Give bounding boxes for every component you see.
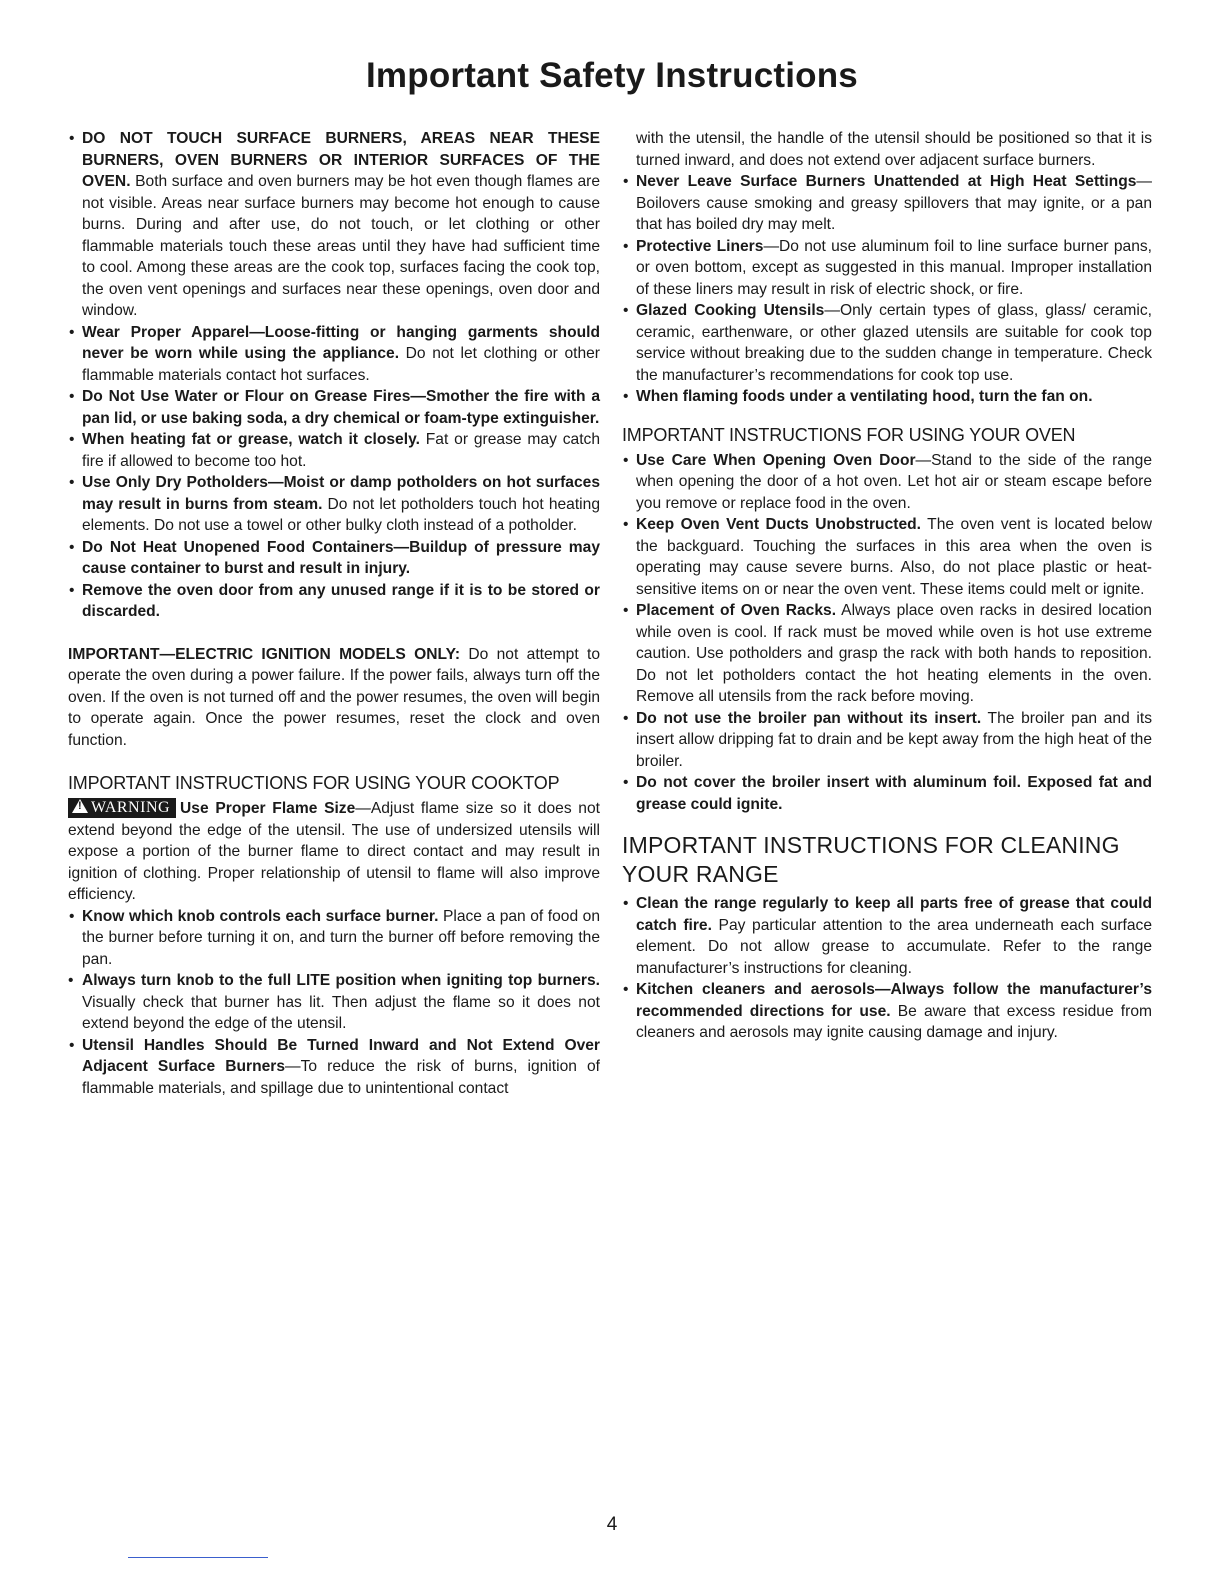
bullet-heading: When flaming foods under a ventilating hood, turn the fan on. — [636, 388, 1093, 405]
warning-paragraph — [68, 798, 600, 906]
list-item — [622, 600, 1152, 708]
list-item — [622, 300, 1152, 386]
bullet-heading: Utensil Handles Should Be Turned Inward and Not Extend Over Adjacent Surface Burners — [82, 1036, 600, 1075]
list-item — [68, 580, 600, 623]
bullet-text: Always place oven racks in desired location while oven is cool. If rack must be moved while oven is hot use extreme caution. Use potholders and grasp the rack with both hands to reposition. Do not let potholders contact the hot heating elements in the oven. Remove all utensils from the rack before moving. — [636, 602, 1152, 705]
list-item — [622, 450, 1152, 515]
warning-label: WARNING — [91, 799, 171, 816]
bullet-heading: Know which knob controls each surface burner. — [82, 907, 439, 925]
bullet-heading: Use Care When Opening Oven Door — [636, 451, 916, 469]
bullet-text: —Stand to the side of the range when opening the door of a hot oven. Let hot air or steam escape before you remove or replace food in the oven. — [636, 451, 1152, 512]
oven-section-heading: IMPORTANT INSTRUCTIONS FOR USING YOUR OVEN — [622, 424, 1076, 445]
list-item — [622, 386, 1152, 408]
bullet-text: Visually check that burner has lit. Then adjust the flame so it does not extend beyond the edge of the utensil. — [82, 993, 600, 1032]
list-item — [68, 1035, 600, 1100]
page-number: 4 — [606, 1514, 618, 1535]
bullet-text: Both surface and oven burners may be hot even though flames are not visible. Areas near surface burners may become hot enough to cause burns. During and after use, do not touch, or let clothing or other flammable materials touch these areas until they have had sufficient time to cool. Among these areas are the cook top, surfaces facing the cook top, the oven vent openings and surfaces near these openings, oven door and window. — [82, 173, 600, 319]
bullet-text: Place a pan of food on the burner before turning it on, and turn the burner off before removing the pan. — [82, 907, 600, 968]
bullet-heading: Never Leave Surface Burners Unattended at High Heat Settings — [636, 173, 1137, 190]
bullet-text: Do not let potholders touch hot heating elements. Do not use a towel or other bulky cloth instead of a potholder. — [82, 495, 600, 534]
list-item — [622, 979, 1152, 1044]
bullet-heading: When heating fat or grease, watch it closely. — [82, 431, 420, 448]
bullet-heading: DO NOT TOUCH SURFACE BURNERS, AREAS NEAR THESE BURNERS, OVEN BURNERS OR INTERIOR SURFACES OF THE OVEN. — [82, 130, 600, 190]
electric-ignition-note — [68, 644, 600, 752]
bullet-heading: Clean the range regularly to keep all parts free of grease that could catch fire. — [636, 895, 1152, 934]
list-item — [622, 893, 1152, 979]
bullet-heading: Kitchen cleaners and aerosols—Always follow the manufacturer’s recommended directions for use. — [636, 981, 1152, 1020]
warning-triangle-icon: ! — [72, 799, 88, 813]
right-column — [622, 128, 1152, 1044]
list-item — [68, 128, 600, 322]
electric-ignition-heading: IMPORTANT—ELECTRIC IGNITION MODELS ONLY: — [68, 645, 461, 663]
bullet-heading: Wear Proper Apparel—Loose-fitting or hanging garments should never be worn while using the appliance. — [82, 323, 600, 362]
bullet-heading: Do Not Use Water or Flour on Grease Fires—Smother the fire with a pan lid, or use baking soda, a dry chemical or foam-type extinguisher. — [82, 388, 600, 427]
warning-text: —Adjust flame size so it does not extend beyond the edge of the utensil. The use of undersized utensils will expose a portion of the burner flame to direct contact and may result in ignition of clothing. Proper relationship of utensil to flame will also improve efficiency. — [68, 800, 600, 903]
list-item — [68, 386, 600, 429]
list-item — [68, 322, 600, 387]
bullet-heading: Use Only Dry Potholders—Moist or damp potholders on hot surfaces may result in burns from steam. — [82, 474, 600, 513]
warning-heading: Use Proper Flame Size — [180, 800, 356, 817]
list-item — [68, 970, 600, 1035]
cooktop-section-heading: IMPORTANT INSTRUCTIONS FOR USING YOUR COOKTOP — [68, 773, 560, 793]
bullet-heading: Glazed Cooking Utensils — [636, 302, 825, 319]
bullet-heading: Always turn knob to the full LITE position when igniting top burners. — [82, 972, 600, 989]
bullet-text: Pay particular attention to the area underneath each surface element. Do not allow grease to accumulate. Refer to the range manufacturer’s instructions for cleaning. — [636, 916, 1152, 977]
bullet-text: The broiler pan and its insert allow dripping fat to drain and be kept away from the high heat of the broiler. — [636, 709, 1152, 770]
bullet-heading: Do not use the broiler pan without its insert. — [636, 709, 982, 727]
list-item — [622, 236, 1152, 301]
list-item — [68, 906, 600, 971]
cleaning-section-heading: IMPORTANT INSTRUCTIONS FOR CLEANING YOUR RANGE — [622, 832, 1120, 887]
electric-ignition-text: Do not attempt to operate the oven during a power failure. If the power fails, always turn off the oven. If the oven is not turned off and the power resumes, the oven will begin to operate again. Once the power resumes, reset the clock and oven function. — [68, 645, 600, 749]
list-item — [68, 429, 600, 472]
bullet-text: —Do not use aluminum foil to line surface burner pans, or oven bottom, except as suggested in this manual. Improper installation of these liners may result in risk of electric shock, or fire. — [636, 237, 1152, 298]
bullet-text: Do not let clothing or other flammable materials contact hot surfaces. — [82, 345, 601, 384]
warning-badge — [68, 798, 176, 818]
list-item — [622, 171, 1152, 236]
bullet-text: The oven vent is located below the backguard. Touching the surfaces in this area when the oven is operating may cause severe burns. Also, do not place plastic or heat-sensitive items on or near the oven vent. These items could melt or ignite. — [636, 516, 1152, 598]
bullet-heading: Do Not Heat Unopened Food Containers—Buildup of pressure may cause container to burst and result in injury. — [82, 538, 600, 577]
bullet-text: Fat or grease may catch fire if allowed to become too hot. — [82, 431, 601, 470]
bullet-heading: Placement of Oven Racks. — [636, 602, 837, 619]
left-column — [68, 128, 600, 1099]
page-title: Important Safety Instructions — [366, 56, 858, 95]
list-item — [622, 772, 1152, 815]
footer-divider — [128, 1557, 268, 1558]
bullet-text: —Only certain types of glass, glass/ ceramic, ceramic, earthenware, or other glazed utensils are suitable for cook top service without breaking due to the sudden change in temperature. Check the manufacturer’s recommendations for cook top use. — [636, 302, 1153, 384]
bullet-text: Be aware that excess residue from cleaners and aerosols may ignite causing damage and injury. — [636, 1002, 1152, 1041]
bullet-text: —To reduce the risk of burns, ignition of flammable materials, and spillage due to unintentional contact — [82, 1058, 600, 1097]
continued-text: with the utensil, the handle of the utensil should be positioned so that it is turned inward, and does not extend over adjacent surface burners. — [636, 130, 1152, 169]
bullet-heading: Remove the oven door from any unused range if it is to be stored or discarded. — [82, 581, 600, 620]
bullet-heading: Protective Liners — [636, 237, 764, 255]
list-item — [68, 472, 600, 537]
list-item — [68, 537, 600, 580]
bullet-text: —Boilovers cause smoking and greasy spillovers that may ignite, or a pan that has boiled dry may melt. — [636, 173, 1152, 233]
list-item — [622, 708, 1152, 773]
list-item — [622, 514, 1152, 600]
bullet-heading: Do not cover the broiler insert with aluminum foil. Exposed fat and grease could ignite. — [636, 774, 1152, 813]
bullet-heading: Keep Oven Vent Ducts Unobstructed. — [636, 516, 921, 533]
